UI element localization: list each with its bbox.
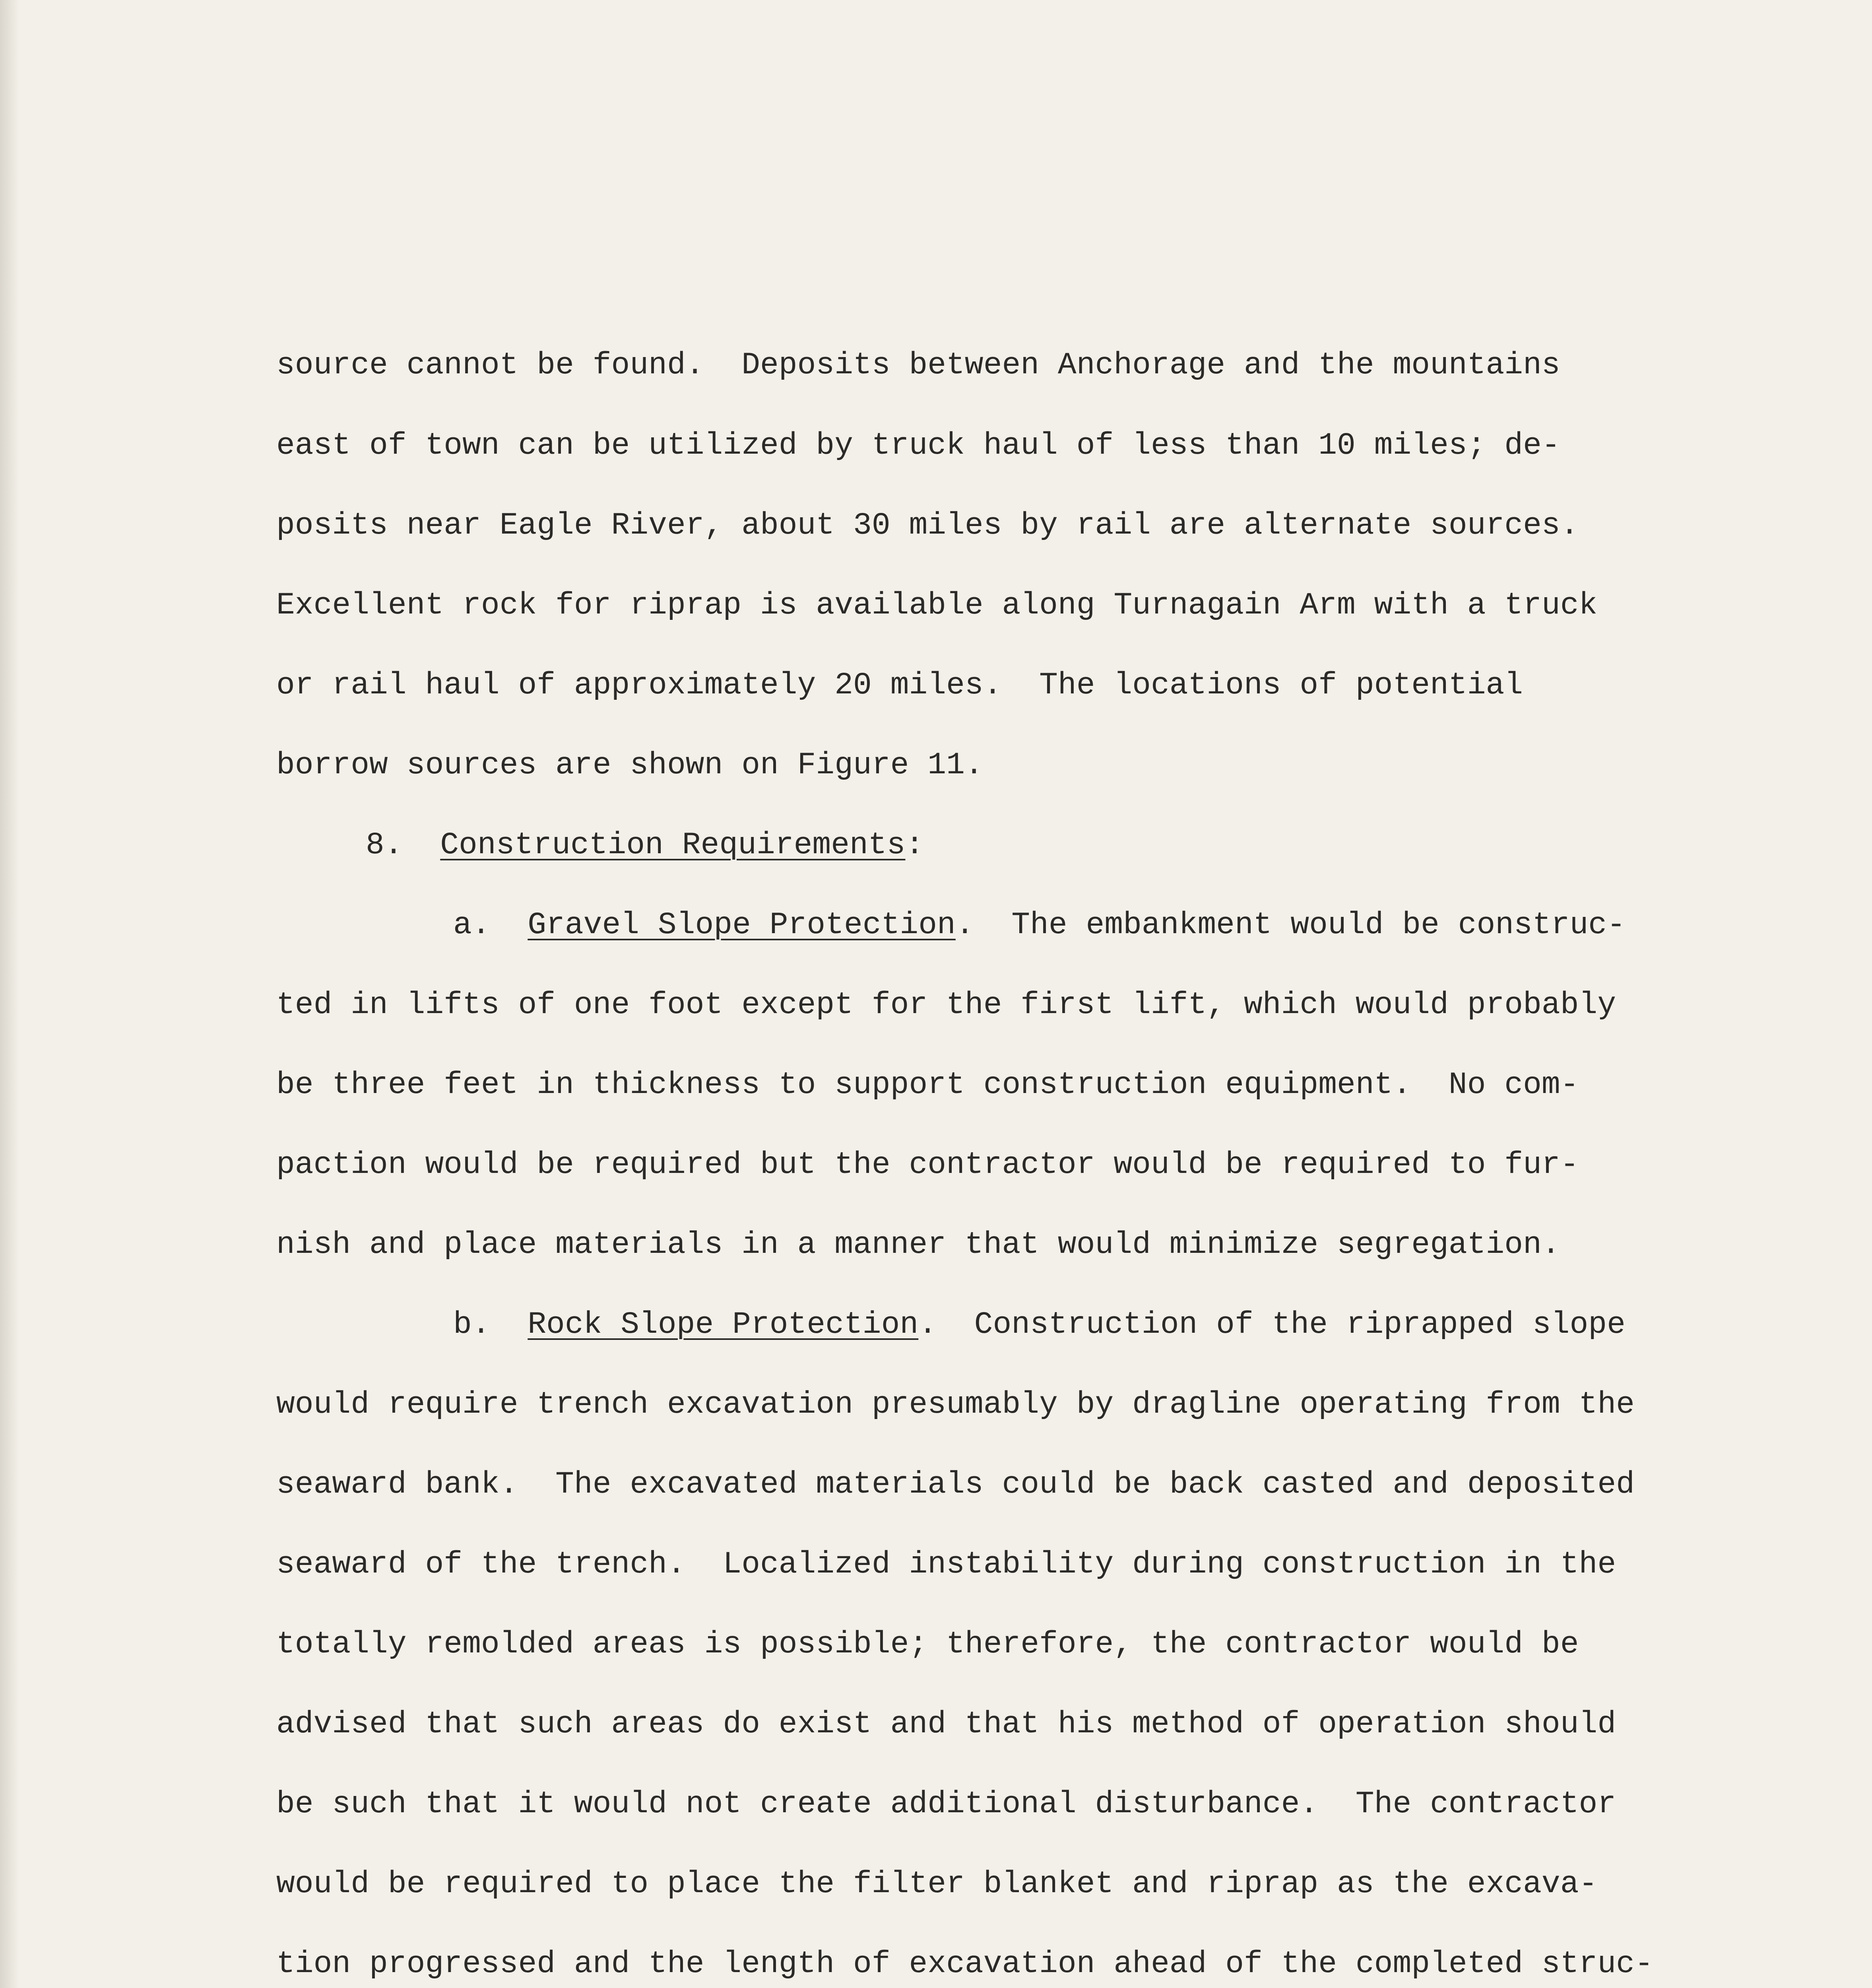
- body-line: tion progressed and the length of excavation ahead of the completed struc-: [276, 1947, 1653, 1982]
- body-line: east of town can be utilized by truck haul of less than 10 miles; de-: [276, 428, 1560, 463]
- subsection-a-first-line: [453, 910, 1626, 941]
- subsection-b-first-line-rest: . Construction of the riprapped slope: [918, 1307, 1626, 1342]
- subsection-b-first-line: [453, 1309, 1626, 1340]
- body-line: source cannot be found. Deposits between Anchorage and the mountains: [276, 348, 1560, 383]
- body-line: or rail haul of approximately 20 miles. The locations of potential: [276, 668, 1523, 703]
- subsection-b-title: Rock Slope Protection: [528, 1307, 919, 1342]
- body-line: posits near Eagle River, about 30 miles by rail are alternate sources.: [276, 508, 1579, 543]
- page-binding-shadow: [0, 0, 19, 1988]
- subsection-a-title: Gravel Slope Protection: [528, 908, 956, 943]
- body-line: borrow sources are shown on Figure 11.: [276, 748, 984, 783]
- body-line: paction would be required but the contractor would be required to fur-: [276, 1147, 1579, 1182]
- subsection-a-first-line-rest: . The embankment would be construc-: [955, 908, 1626, 943]
- body-line: would be required to place the filter blanket and riprap as the excava-: [276, 1867, 1598, 1902]
- body-line: would require trench excavation presumably by dragline operating from the: [276, 1387, 1635, 1422]
- body-line: Excellent rock for riprap is available along Turnagain Arm with a truck: [276, 588, 1598, 623]
- body-line: advised that such areas do exist and that his method of operation should: [276, 1707, 1616, 1742]
- body-line: seaward bank. The excavated materials could be back casted and deposited: [276, 1467, 1635, 1502]
- section-number: 8.: [366, 828, 403, 863]
- section-heading: [366, 830, 924, 861]
- body-line: be such that it would not create additional disturbance. The contractor: [276, 1787, 1616, 1822]
- body-line: be three feet in thickness to support construction equipment. No com-: [276, 1068, 1579, 1103]
- subsection-a-letter: a.: [453, 908, 491, 943]
- body-line: nish and place materials in a manner that would minimize segregation.: [276, 1227, 1560, 1262]
- body-line: totally remolded areas is possible; therefore, the contractor would be: [276, 1627, 1579, 1662]
- body-line: ted in lifts of one foot except for the first lift, which would probably: [276, 988, 1616, 1023]
- section-title: Construction Requirements: [440, 828, 906, 863]
- subsection-b-letter: b.: [453, 1307, 491, 1342]
- section-colon: :: [905, 828, 924, 863]
- body-line: seaward of the trench. Localized instability during construction in the: [276, 1547, 1616, 1582]
